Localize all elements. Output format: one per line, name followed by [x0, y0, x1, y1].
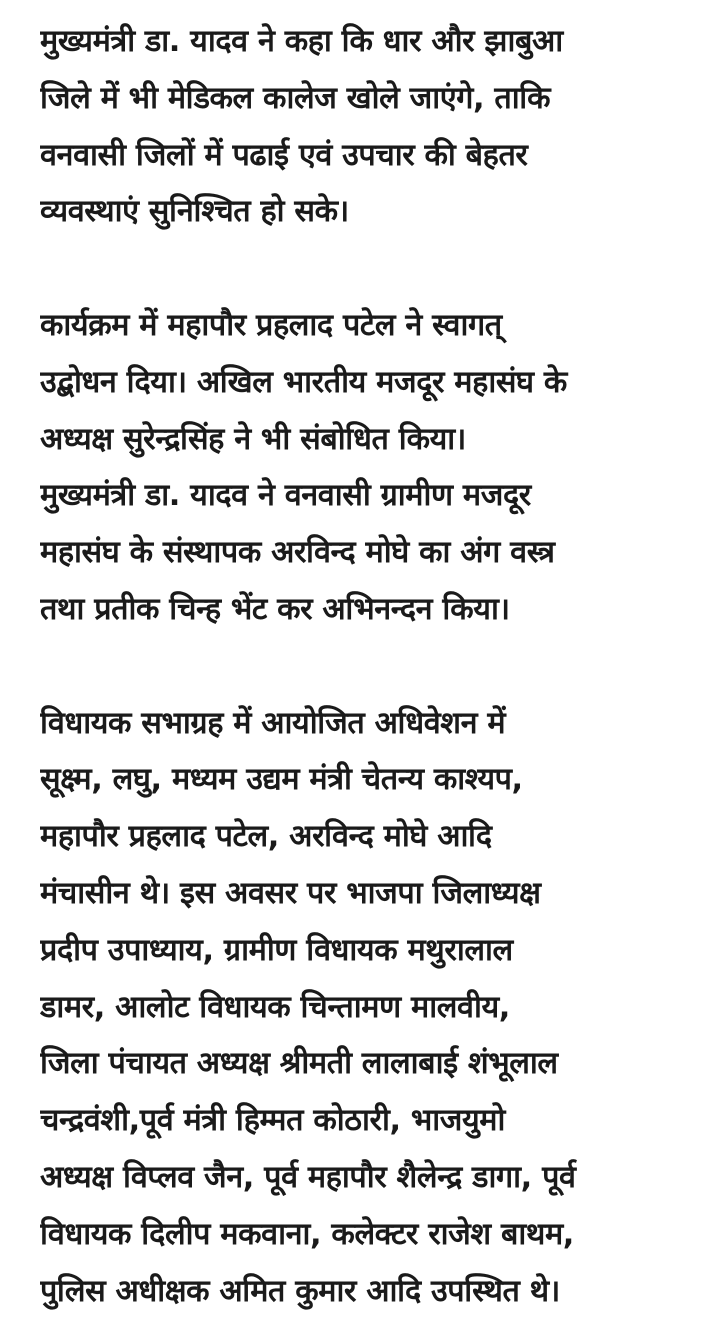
text-line: पुलिस अधीक्षक अमित कुमार आदि उपस्थित थे।: [40, 1273, 560, 1309]
text-line: जिला पंचायत अध्यक्ष श्रीमती लालाबाई शंभूलाल: [40, 1046, 558, 1082]
text-line: विधायक सभाग्रह में आयोजित अधिवेशन में: [40, 705, 506, 741]
paragraph-spacer: [40, 639, 696, 696]
paragraph-attendees: [40, 696, 696, 1321]
text-line: महासंघ के संस्थापक अरविन्द मोघे का अंग वस्त्र: [40, 535, 555, 571]
text-line: चन्द्रवंशी,पूर्व मंत्री हिम्मत कोठारी, भाजयुमो: [40, 1103, 506, 1139]
text-line: डामर, आलोट विधायक चिन्तामण मालवीय,: [40, 989, 510, 1025]
text-line: वनवासी जिलों में पढाई एवं उपचार की बेहतर: [40, 137, 528, 173]
text-line: मंचासीन थे। इस अवसर पर भाजपा जिलाध्यक्ष: [40, 875, 541, 911]
text-line: व्यवस्थाएं सुनिश्चित हो सके।: [40, 194, 349, 230]
text-line: मुख्यमंत्री डा. यादव ने वनवासी ग्रामीण मजदूर: [40, 478, 531, 514]
text-line: मुख्यमंत्री डा. यादव ने कहा कि धार और झाबुआ: [40, 24, 563, 59]
paragraph-program-welcome: [40, 298, 696, 639]
text-line: उद्बोधन दिया। अखिल भारतीय मजदूर महासंघ के: [40, 364, 567, 400]
text-line: महापौर प्रहलाद पटेल, अरविन्द मोघे आदि: [40, 819, 492, 855]
text-line: कार्यक्रम में महापौर प्रहलाद पटेल ने स्वागत्: [40, 307, 502, 343]
text-line: प्रदीप उपाध्याय, ग्रामीण विधायक मथुरालाल: [40, 932, 513, 968]
paragraph-spacer: [40, 241, 696, 298]
text-line: तथा प्रतीक चिन्ह भेंट कर अभिनन्दन किया।: [40, 591, 510, 627]
text-line: अध्यक्ष सुरेन्द्रसिंह ने भी संबोधित किया।: [40, 421, 466, 457]
text-line: अध्यक्ष विप्लव जैन, पूर्व महापौर शैलेन्द्र डागा, पूर्व: [40, 1159, 576, 1195]
text-line: सूक्ष्म, लघु, मध्यम उद्यम मंत्री चेतन्य काश्यप,: [40, 762, 523, 798]
text-line: विधायक दिलीप मकवाना, कलेक्टर राजेश बाथम,: [40, 1216, 574, 1252]
paragraph-medical-colleges: [40, 14, 696, 241]
text-line: जिले में भी मेडिकल कालेज खोले जाएंगे, ताकि: [40, 80, 551, 116]
